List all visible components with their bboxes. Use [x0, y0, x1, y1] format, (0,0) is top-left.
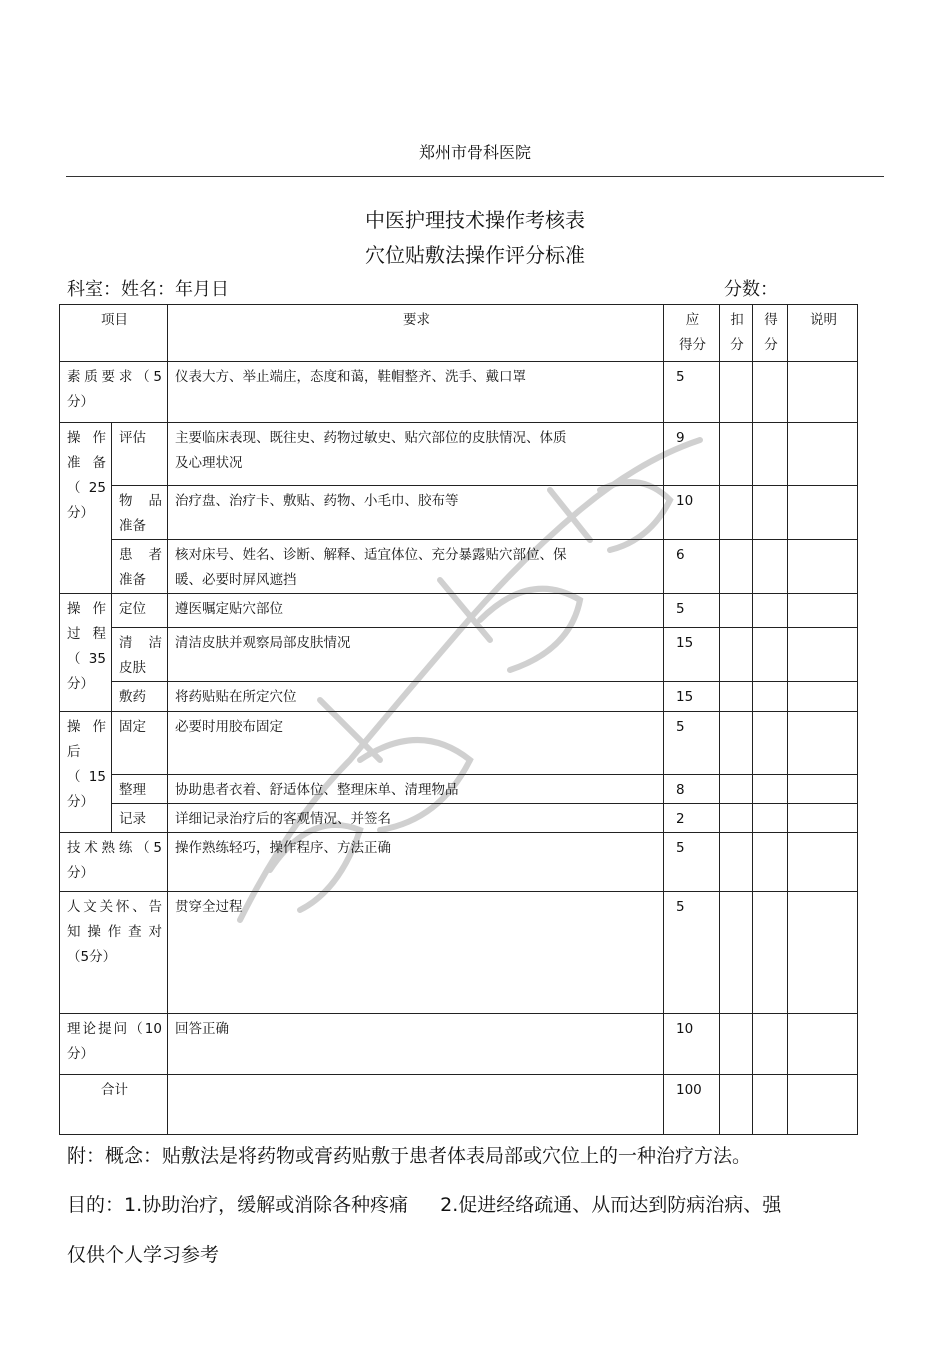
score-cell: 10: [664, 486, 720, 540]
got-cell: [753, 1075, 788, 1135]
note-cell: [788, 682, 858, 712]
deduct-cell: [720, 804, 753, 833]
score-cell: 15: [664, 628, 720, 682]
req-apply: 将药贴贴在所定穴位: [168, 682, 664, 712]
group-process: 操作 过程 （35 分）: [60, 594, 112, 712]
item-theory: 理论提问（10 分）: [60, 1014, 168, 1075]
table-total-row: [60, 1075, 858, 1135]
header-requirement: 要求: [168, 305, 664, 362]
req-skill: 操作熟练轻巧，操作程序、方法正确: [168, 833, 664, 892]
req-record: 详细记录治疗后的客观情况、并签名: [168, 804, 664, 833]
got-cell: [753, 540, 788, 594]
req-assess: 主要临床表现、既往史、药物过敏史、贴穴部位的皮肤情况、体质 及心理状况: [168, 423, 664, 486]
deduct-cell: [720, 712, 753, 775]
total-label: 合计: [60, 1075, 168, 1135]
total-score: 100: [664, 1075, 720, 1135]
got-cell: [753, 423, 788, 486]
deduct-cell: [720, 362, 753, 423]
note-cell: [788, 833, 858, 892]
page-subtitle: 穴位贴敷法操作评分标准: [365, 243, 585, 267]
got-cell: [753, 362, 788, 423]
header-item: 项目: [60, 305, 168, 362]
got-cell: [753, 1014, 788, 1075]
got-cell: [753, 804, 788, 833]
info-fields: 科室：姓名：年月日: [67, 279, 229, 300]
score-cell: 5: [664, 594, 720, 628]
note-cell: [788, 892, 858, 1014]
header-divider: [66, 176, 884, 177]
got-cell: [753, 712, 788, 775]
sub-patient: 患者 准备: [112, 540, 168, 594]
req-items: 治疗盘、治疗卡、敷贴、药物、小毛巾、胶布等: [168, 486, 664, 540]
score-table: [59, 304, 858, 1135]
item-skill: 技术熟练（5 分）: [60, 833, 168, 892]
table-row: [60, 892, 858, 1014]
note-cell: [788, 775, 858, 804]
score-cell: 15: [664, 682, 720, 712]
page-title: 中医护理技术操作考核表: [365, 208, 585, 232]
sub-clean: 清洁 皮肤: [112, 628, 168, 682]
sub-record: 记录: [112, 804, 168, 833]
req-care: 贯穿全过程: [168, 892, 664, 1014]
table-row: [60, 775, 858, 804]
req-total: [168, 1075, 664, 1135]
table-row: [60, 833, 858, 892]
got-cell: [753, 594, 788, 628]
sub-fix: 固定: [112, 712, 168, 775]
score-cell: 8: [664, 775, 720, 804]
note-cell: [788, 1075, 858, 1135]
header-got: 得 分: [753, 305, 788, 362]
table-row: [60, 628, 858, 682]
req-theory: 回答正确: [168, 1014, 664, 1075]
req-fix: 必要时用胶布固定: [168, 712, 664, 775]
table-row: [60, 682, 858, 712]
req-patient: 核对床号、姓名、诊断、解释、适宜体位、充分暴露贴穴部位、保 暖、必要时屏风遮挡: [168, 540, 664, 594]
score-cell: 5: [664, 712, 720, 775]
note-cell: [788, 804, 858, 833]
concept-text: 附：概念：贴敷法是将药物或膏药贴敷于患者体表局部或穴位上的一种治疗方法。: [67, 1145, 752, 1167]
req-tidy: 协助患者衣着、舒适体位、整理床单、清理物品: [168, 775, 664, 804]
score-cell: 5: [664, 833, 720, 892]
sub-locate: 定位: [112, 594, 168, 628]
group-prep: 操作 准备 （25 分）: [60, 423, 112, 594]
disclaimer-text: 仅供个人学习参考: [67, 1244, 220, 1266]
table-row: [60, 712, 858, 775]
deduct-cell: [720, 833, 753, 892]
sub-apply: 敷药: [112, 682, 168, 712]
got-cell: [753, 892, 788, 1014]
note-cell: [788, 594, 858, 628]
purpose-text: 目的：1.协助治疗，缓解或消除各种疼痛 2.促进经络疏通、从而达到防病治病、强: [67, 1194, 782, 1216]
got-cell: [753, 682, 788, 712]
score-cell: 10: [664, 1014, 720, 1075]
hospital-name: 郑州市骨科医院: [418, 143, 531, 162]
deduct-cell: [720, 594, 753, 628]
deduct-cell: [720, 628, 753, 682]
deduct-cell: [720, 892, 753, 1014]
req-quality: 仪表大方、举止端庄，态度和蔼，鞋帽整齐、洗手、戴口罩: [168, 362, 664, 423]
note-cell: [788, 486, 858, 540]
item-quality: 素质要求（5 分）: [60, 362, 168, 423]
score-cell: 5: [664, 892, 720, 1014]
table-row: [60, 423, 858, 486]
got-cell: [753, 628, 788, 682]
note-cell: [788, 712, 858, 775]
deduct-cell: [720, 486, 753, 540]
note-cell: [788, 628, 858, 682]
table-row: [60, 594, 858, 628]
sub-assess: 评估: [112, 423, 168, 486]
note-cell: [788, 540, 858, 594]
got-cell: [753, 775, 788, 804]
deduct-cell: [720, 423, 753, 486]
got-cell: [753, 833, 788, 892]
header-note: 说明: [788, 305, 858, 362]
deduct-cell: [720, 682, 753, 712]
score-cell: 9: [664, 423, 720, 486]
deduct-cell: [720, 1014, 753, 1075]
note-cell: [788, 423, 858, 486]
item-care: 人文关怀、告 知操作查对 （5分）: [60, 892, 168, 1014]
deduct-cell: [720, 540, 753, 594]
header-deduct: 扣 分: [720, 305, 753, 362]
note-cell: [788, 362, 858, 423]
req-clean: 清洁皮肤并观察局部皮肤情况: [168, 628, 664, 682]
table-row: [60, 540, 858, 594]
header-score: 应 得分: [664, 305, 720, 362]
score-cell: 2: [664, 804, 720, 833]
score-cell: 6: [664, 540, 720, 594]
table-header-row: [60, 305, 858, 362]
table-row: [60, 486, 858, 540]
sub-items: 物品 准备: [112, 486, 168, 540]
table-row: [60, 362, 858, 423]
deduct-cell: [720, 1075, 753, 1135]
score-field: 分数：: [724, 279, 778, 300]
req-locate: 遵医嘱定贴穴部位: [168, 594, 664, 628]
sub-tidy: 整理: [112, 775, 168, 804]
got-cell: [753, 486, 788, 540]
note-cell: [788, 1014, 858, 1075]
score-cell: 5: [664, 362, 720, 423]
deduct-cell: [720, 775, 753, 804]
table-row: [60, 1014, 858, 1075]
group-after: 操作 后 （15 分）: [60, 712, 112, 833]
table-row: [60, 804, 858, 833]
